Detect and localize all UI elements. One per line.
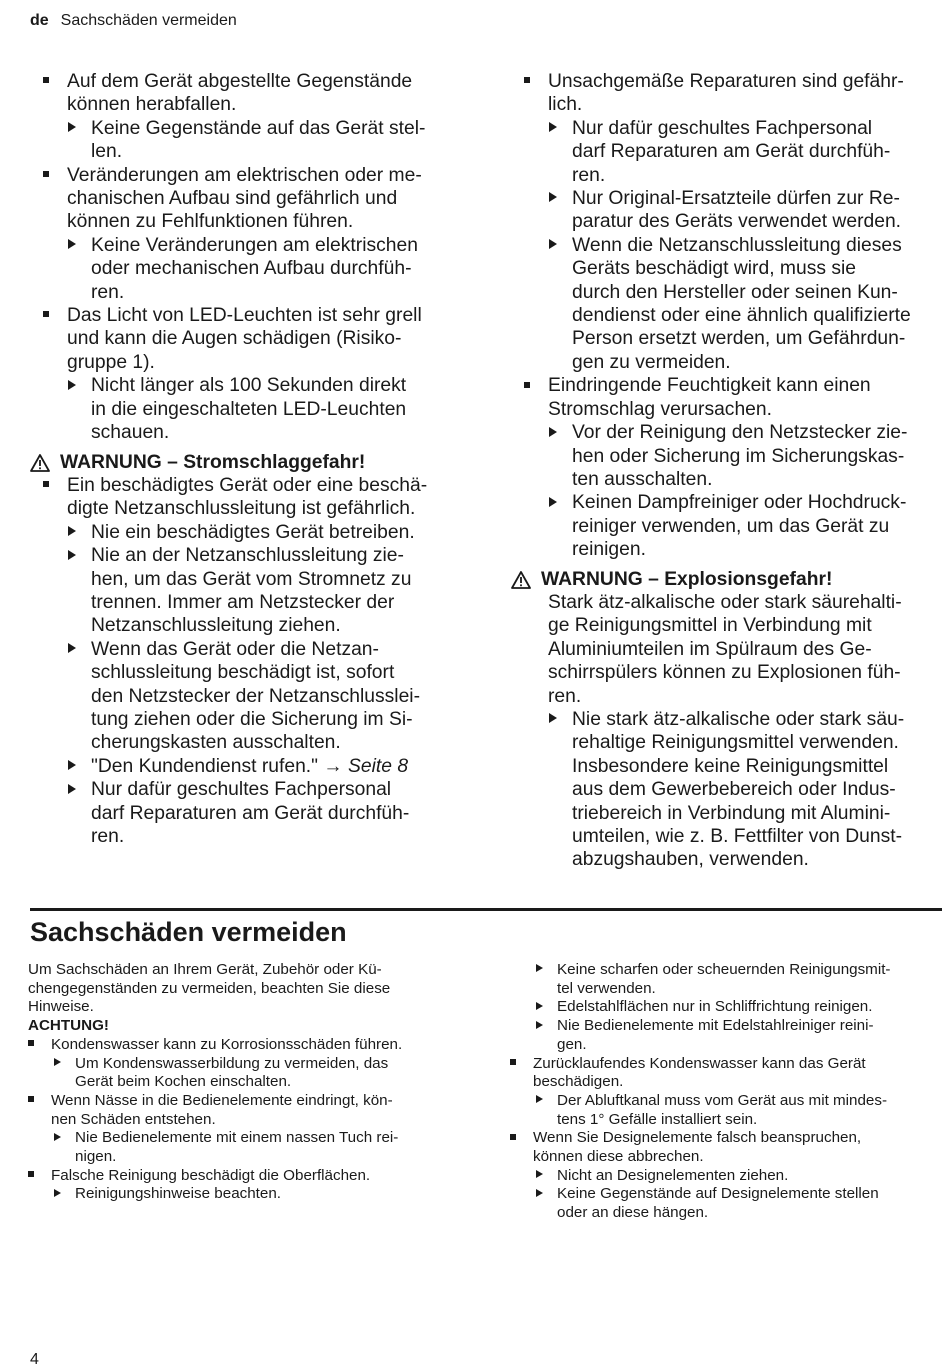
text-line: Nur Original-Ersatzteile dürfen zur Re-: [572, 188, 900, 210]
text-line: Edelstahlflächen nur in Schliffrichtung reinigen.: [557, 998, 873, 1016]
text-line: Kondenswasser kann zu Korrosionsschäden führen.: [51, 1035, 403, 1053]
text-line: rehaltige Reinigungsmittel verwenden.: [572, 732, 899, 754]
text-line: gen zu vermeiden.: [572, 351, 731, 373]
page-reference-link[interactable]: Seite 8: [348, 755, 409, 777]
text-line: aus dem Gewerbebereich oder Indus-: [572, 779, 896, 801]
text-line: dendienst oder eine ähnlich qualifizierte: [572, 305, 911, 327]
bullet-item: [510, 1055, 946, 1092]
text-line: paratur des Geräts verwendet werden.: [572, 211, 902, 233]
text-line: Geräts beschädigt wird, muss sie: [572, 258, 856, 280]
text-line: ACHTUNG!: [28, 1017, 109, 1035]
bullet-item: [30, 70, 470, 117]
text-line: Ein beschädigtes Gerät oder eine beschä-: [67, 474, 428, 496]
text-line: "Den Kundendienst rufen." →: [91, 755, 349, 777]
text-line: Reinigungshinweise beachten.: [75, 1185, 282, 1203]
instruction-item: [511, 708, 947, 872]
text-line: trennen. Immer am Netzstecker der: [91, 591, 395, 613]
arrow-bullet-icon: [54, 1189, 61, 1197]
text-line: cherungskasten ausschalten.: [91, 732, 341, 754]
instruction-item: [28, 1129, 478, 1166]
text-line: chengegenständen zu vermeiden, beachten Sie diese: [28, 979, 391, 997]
text-line: ge Reinigungsmittel in Verbindung mit: [548, 615, 872, 637]
text-line: ren.: [572, 164, 606, 186]
text-line: Nur dafür geschultes Fachpersonal: [91, 779, 392, 801]
text-line: Gerät beim Kochen einschalten.: [75, 1073, 292, 1091]
bullet-item: [30, 164, 470, 234]
square-bullet-icon: [43, 311, 49, 317]
text-line: Der Abluftkanal muss vom Gerät aus mit mindes-: [557, 1091, 888, 1109]
square-bullet-icon: [524, 77, 530, 83]
text-line: triebereich in Verbindung mit Alumini-: [572, 802, 891, 824]
text-line: Nie ein beschädigtes Gerät betreiben.: [91, 521, 415, 543]
text-line: Veränderungen am elektrischen oder me-: [67, 164, 422, 186]
bullet-item: [511, 70, 947, 117]
instruction-item: [30, 521, 470, 544]
text-line: in die eingeschalteten LED-Leuchten: [91, 398, 407, 420]
text-line: oder mechanischen Aufbau durchfüh-: [91, 258, 412, 280]
arrow-bullet-icon: [549, 497, 557, 507]
arrow-bullet-icon: [549, 122, 557, 132]
square-bullet-icon: [28, 1096, 34, 1102]
square-bullet-icon: [43, 77, 49, 83]
top-right-column: [511, 70, 947, 872]
instruction-item: [510, 1167, 946, 1186]
arrow-bullet-icon: [536, 1095, 543, 1103]
warning-heading: [511, 568, 947, 591]
text-line: gruppe 1).: [67, 351, 155, 373]
text-line: hen, um das Gerät vom Stromnetz zu: [91, 568, 412, 590]
square-bullet-icon: [524, 382, 530, 388]
arrow-bullet-icon: [68, 122, 76, 132]
text-line: schirrspülers können zu Explosionen füh-: [548, 662, 901, 684]
page-number: 4: [30, 1351, 39, 1368]
instruction-item: [510, 998, 946, 1017]
square-bullet-icon: [28, 1171, 34, 1177]
warning-triangle-icon: [30, 454, 50, 472]
text-line: chanischen Aufbau sind gefährlich und: [67, 188, 398, 210]
page-header: [30, 11, 237, 31]
language-code: de: [30, 12, 49, 29]
text-line: Unsachgemäße Reparaturen sind gefähr-: [548, 71, 904, 92]
text-line: Nie an der Netzanschlussleitung zie-: [91, 545, 404, 567]
text-line: oder an diese hängen.: [557, 1204, 709, 1222]
text-line: Um Sachschäden an Ihrem Gerät, Zubehör oder Kü-: [28, 961, 382, 978]
text-line: können zu Fehlfunktionen führen.: [67, 211, 354, 233]
text-line: Person ersetzt werden, um Gefährdun-: [572, 328, 906, 350]
text-line: Nur dafür geschultes Fachpersonal: [572, 117, 873, 139]
instruction-item: [28, 1185, 478, 1204]
text-line: digte Netzanschlussleitung ist gefährlich.: [67, 498, 416, 520]
text-line: Das Licht von LED-Leuchten ist sehr grell: [67, 305, 422, 327]
instruction-item: [30, 544, 470, 638]
warning-triangle-icon: [511, 571, 531, 589]
instruction-item: [510, 1017, 946, 1054]
text-line: Eindringende Feuchtigkeit kann einen: [548, 375, 871, 397]
instruction-item: [30, 755, 470, 778]
section-heading: Sachschäden vermeiden: [30, 917, 347, 947]
arrow-bullet-icon: [68, 526, 76, 536]
instruction-item: [510, 1185, 946, 1222]
text-line: tel verwenden.: [557, 979, 656, 997]
arrow-bullet-icon: [68, 380, 76, 390]
text-line: Keine Gegenstände auf Designelemente stellen: [557, 1185, 879, 1203]
text-line: reiniger verwenden, um das Gerät zu: [572, 515, 890, 537]
header-section-title: Sachschäden vermeiden: [60, 12, 237, 29]
instruction-item: [30, 778, 470, 848]
instruction-item: [511, 491, 947, 561]
square-bullet-icon: [43, 481, 49, 487]
text-line: Nicht länger als 100 Sekunden direkt: [91, 375, 407, 397]
arrow-bullet-icon: [68, 239, 76, 249]
text-line: schlussleitung beschädigt ist, sofort: [91, 662, 395, 684]
intro-paragraph: [28, 961, 478, 1017]
text-line: Keine scharfen oder scheuernden Reinigungsmit-: [557, 961, 891, 978]
instruction-item: [28, 1055, 478, 1092]
instruction-item: [511, 187, 947, 234]
text-line: Nie Bedienelemente mit Edelstahlreiniger reini-: [557, 1017, 874, 1035]
bottom-right-column: [510, 961, 946, 1223]
bullet-item: [30, 474, 470, 521]
text-line: umteilen, wie z. B. Fettfilter von Dunst-: [572, 826, 903, 847]
text-line: ren.: [548, 685, 582, 707]
text-line: Vor der Reinigung den Netzstecker zie-: [572, 422, 908, 444]
arrow-bullet-icon: [549, 713, 557, 723]
warning-text: [511, 591, 947, 708]
text-line: schauen.: [91, 422, 170, 444]
warning-heading: [30, 451, 470, 474]
instruction-item: [30, 638, 470, 755]
text-line: Falsche Reinigung beschädigt die Oberflächen.: [51, 1166, 371, 1184]
arrow-bullet-icon: [549, 427, 557, 437]
text-line: ten ausschalten.: [572, 468, 713, 490]
text-line: darf Reparaturen am Gerät durchfüh-: [572, 141, 891, 163]
arrow-bullet-icon: [536, 1002, 543, 1010]
text-line: Zurücklaufendes Kondenswasser kann das Gerät: [533, 1054, 866, 1072]
text-line: ren.: [91, 826, 125, 847]
text-line: Wenn Nässe in die Bedienelemente eindringt, kön-: [51, 1091, 393, 1109]
arrow-bullet-icon: [536, 964, 543, 972]
instruction-item: [30, 117, 470, 164]
bullet-item: [28, 1167, 478, 1186]
square-bullet-icon: [43, 171, 49, 177]
text-line: Um Kondenswasserbildung zu vermeiden, das: [75, 1054, 389, 1072]
arrow-bullet-icon: [549, 192, 557, 202]
arrow-bullet-icon: [536, 1021, 543, 1029]
instruction-item: [30, 234, 470, 304]
bullet-item: [28, 1092, 478, 1129]
text-line: Nie stark ätz-alkalische oder stark säu-: [572, 708, 905, 730]
instruction-item: [511, 234, 947, 374]
text-line: Wenn das Gerät oder die Netzan-: [91, 638, 379, 660]
arrow-bullet-icon: [54, 1133, 61, 1141]
text-line: Stark ätz-alkalische oder stark säurehalti-: [548, 591, 902, 613]
text-line: Aluminiumteilen im Spülraum des Ge-: [548, 638, 872, 660]
square-bullet-icon: [510, 1134, 516, 1140]
text-line: den Netzstecker der Netzanschlusslei-: [91, 685, 420, 707]
text-line: können diese abbrechen.: [533, 1148, 704, 1166]
instruction-item: [511, 117, 947, 187]
text-line: Insbesondere keine Reinigungsmittel: [572, 755, 889, 777]
text-line: Keinen Dampfreiniger oder Hochdruck-: [572, 492, 907, 514]
text-line: WARNUNG – Explosionsgefahr!: [541, 568, 833, 590]
instruction-item: [510, 961, 946, 998]
instruction-item: [510, 1092, 946, 1129]
text-line: Auf dem Gerät abgestellte Gegenstände: [67, 71, 413, 92]
text-line: Nicht an Designelementen ziehen.: [557, 1166, 789, 1184]
arrow-bullet-icon: [68, 784, 76, 794]
text-line: tens 1° Gefälle installiert sein.: [557, 1110, 758, 1128]
text-line: darf Reparaturen am Gerät durchfüh-: [91, 802, 410, 824]
text-line: lich.: [548, 94, 583, 116]
text-line: beschädigen.: [533, 1073, 624, 1091]
bottom-left-column: [28, 961, 478, 1204]
bullet-item: [28, 1036, 478, 1055]
text-line: Keine Veränderungen am elektrischen: [91, 234, 418, 256]
text-line: Keine Gegenstände auf das Gerät stel-: [91, 117, 426, 139]
section-divider: [30, 908, 942, 911]
text-line: gen.: [557, 1035, 587, 1053]
arrow-bullet-icon: [68, 760, 76, 770]
square-bullet-icon: [510, 1059, 516, 1065]
text-line: Netzanschlussleitung ziehen.: [91, 615, 341, 637]
text-line: Stromschlag verursachen.: [548, 398, 772, 420]
bullet-item: [511, 374, 947, 421]
text-line: durch den Hersteller oder seinen Kun-: [572, 281, 898, 303]
text-line: abzugshauben, verwenden.: [572, 849, 809, 871]
text-line: und kann die Augen schädigen (Risiko-: [67, 328, 402, 350]
instruction-item: [511, 421, 947, 491]
text-line: Wenn die Netzanschlussleitung dieses: [572, 234, 902, 256]
arrow-bullet-icon: [68, 643, 76, 653]
square-bullet-icon: [28, 1040, 34, 1046]
notice-label: [28, 1017, 478, 1036]
top-left-column: [30, 70, 470, 848]
text-line: ren.: [91, 281, 125, 303]
arrow-bullet-icon: [536, 1170, 543, 1178]
arrow-bullet-icon: [54, 1058, 61, 1066]
text-line: Wenn Sie Designelemente falsch beanspruchen,: [533, 1129, 862, 1147]
bullet-item: [510, 1129, 946, 1166]
arrow-bullet-icon: [68, 550, 76, 560]
text-line: Hinweise.: [28, 998, 94, 1016]
text-line: können herabfallen.: [67, 94, 237, 116]
text-line: reinigen.: [572, 539, 646, 561]
text-line: Nie Bedienelemente mit einem nassen Tuch rei-: [75, 1129, 399, 1147]
arrow-bullet-icon: [536, 1189, 543, 1197]
bullet-item: [30, 304, 470, 374]
text-line: WARNUNG – Stromschlaggefahr!: [60, 451, 366, 473]
text-line: len.: [91, 141, 123, 163]
arrow-bullet-icon: [549, 239, 557, 249]
text-line: nen Schäden entstehen.: [51, 1110, 216, 1128]
text-line: tung ziehen oder die Sicherung im Si-: [91, 708, 413, 730]
text-line: hen oder Sicherung im Sicherungskas-: [572, 445, 905, 467]
text-line: nigen.: [75, 1148, 117, 1166]
instruction-item: [30, 374, 470, 444]
